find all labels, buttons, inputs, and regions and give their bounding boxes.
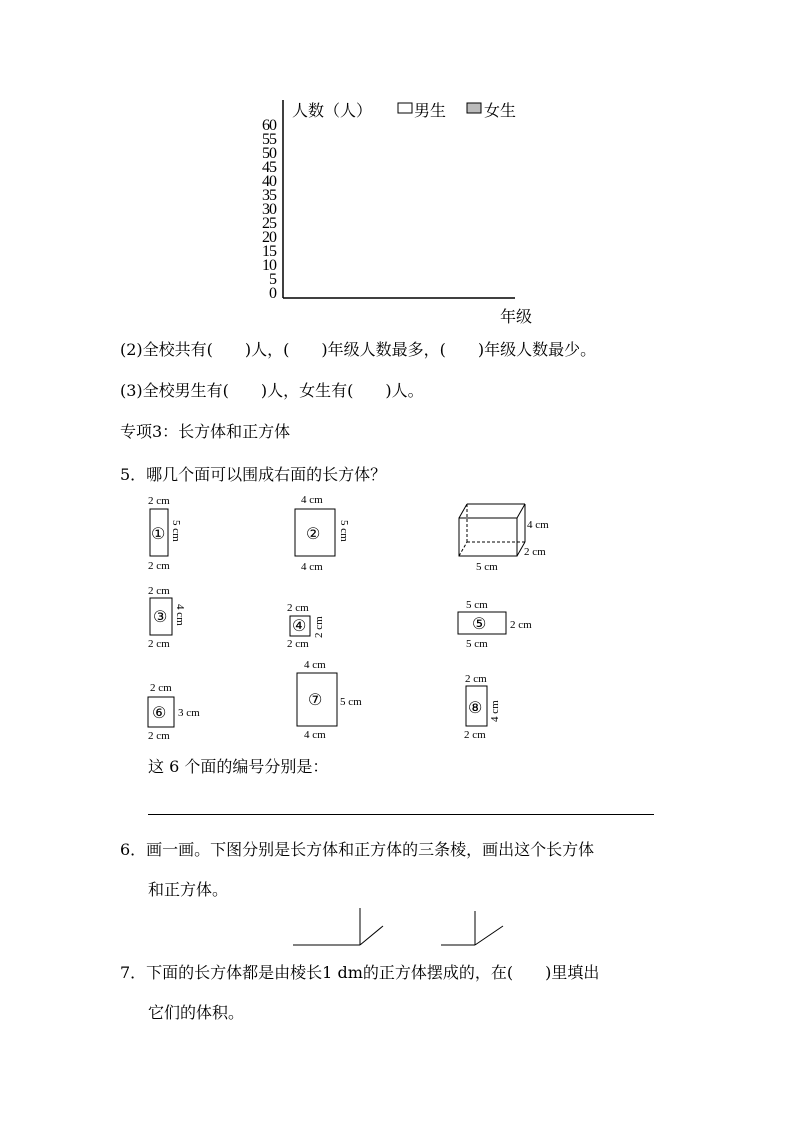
y-tick-label: 5 [269,271,276,288]
face-8-top-label: 2 cm [465,673,487,685]
cube-edges [441,911,503,945]
cuboid-length-label: 5 cm [476,561,498,573]
face-6-number: ⑥ [152,703,167,722]
face-8-number: ⑧ [468,698,483,717]
face-2-bottom-label: 4 cm [301,561,323,573]
face-7-number: ⑦ [308,690,323,709]
face-7-side-label: 5 cm [340,696,362,708]
face-6-top-label: 2 cm [150,682,172,694]
y-axis-title: 人数（人） [292,101,373,120]
face-6-bottom-label: 2 cm [148,730,170,742]
face-2-side-label: 5 cm [338,520,350,542]
cuboid-height-label: 4 cm [527,519,549,531]
y-tick-label: 20 [262,229,276,246]
face-8-bottom-label: 2 cm [464,729,486,741]
y-tick-label: 30 [262,201,276,218]
face-8-side-label: 4 cm [489,700,501,722]
face-7-top-label: 4 cm [304,659,326,671]
y-tick-label: 15 [262,243,276,260]
question-5: 5．哪几个面可以围成右面的长方体？ [120,465,387,484]
face-1-number: ① [151,524,166,543]
y-tick-label: 35 [262,187,276,204]
question-2-3: (3)全校男生有( )人，女生有( )人。 [120,381,424,400]
face-4-bottom-label: 2 cm [287,638,309,650]
y-tick-label: 40 [262,173,276,190]
face-1-bottom-label: 2 cm [148,560,170,572]
face-1-top-label: 2 cm [148,495,170,507]
face-7-bottom-label: 4 cm [304,729,326,741]
y-tick-label: 45 [262,159,276,176]
y-tick-label: 10 [262,257,276,274]
y-tick-label: 55 [262,131,276,148]
face-3-side-label: 4 cm [174,604,186,626]
face-4-side-label: 2 cm [313,616,325,638]
face-3-bottom-label: 2 cm [148,638,170,650]
question-6-line-2: 和正方体。 [148,880,229,899]
face-2-number: ② [306,524,321,543]
face-5-number: ⑤ [472,614,487,633]
legend-girls-label: 女生 [484,101,517,120]
legend-boys-label: 男生 [414,101,447,120]
y-tick-label: 60 [262,117,276,134]
face-3-top-label: 2 cm [148,585,170,597]
face-3-number: ③ [153,607,168,626]
face-5-side-label: 2 cm [510,619,532,631]
face-6-side-label: 3 cm [178,707,200,719]
cuboid-edges [293,908,383,945]
y-tick-label: 0 [269,285,276,302]
question-5-answer-prompt: 这 6 个面的编号分别是： [148,757,329,776]
question-7-line-2: 它们的体积。 [148,1003,245,1022]
question-7-line-1: 7．下面的长方体都是由棱长1 dm的正方体摆成的，在( )里填出 [120,963,600,982]
face-5-top-label: 5 cm [466,599,488,611]
face-5-bottom-label: 5 cm [466,638,488,650]
face-2-top-label: 4 cm [301,494,323,506]
face-1-side-label: 5 cm [170,520,182,542]
y-tick-label: 50 [262,145,276,162]
x-axis-title: 年级 [500,307,533,326]
face-4-top-label: 2 cm [287,602,309,614]
question-6-line-1: 6．画一画。下图分别是长方体和正方体的三条棱，画出这个长方体 [120,840,595,859]
section-3-heading: 专项3：长方体和正方体 [120,422,291,441]
face-4-number: ④ [292,616,307,635]
cuboid-depth-label: 2 cm [524,546,546,558]
y-tick-label: 25 [262,215,276,232]
question-2-2: (2)全校共有( )人，( )年级人数最多，( )年级人数最少。 [120,340,597,359]
